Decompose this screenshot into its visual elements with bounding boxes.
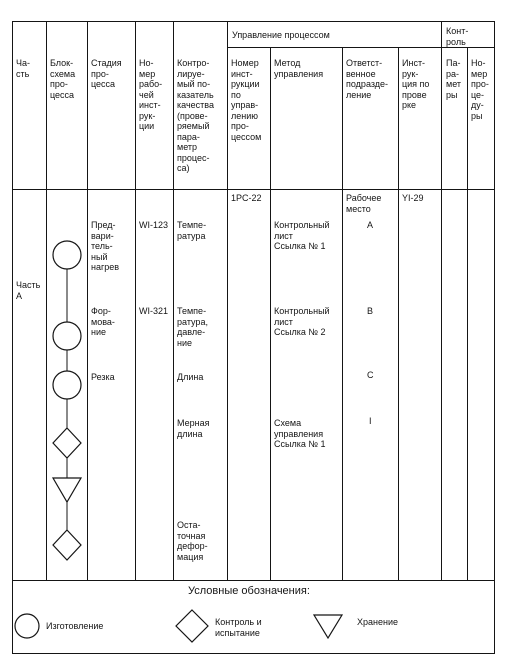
check-instruction-value: YI-29 <box>402 193 424 203</box>
legend-manufacture: Изготовление <box>46 621 104 631</box>
circle-icon <box>53 371 81 399</box>
row-2-method: Контрольный лист Ссылка № 2 <box>274 306 330 337</box>
diamond-icon <box>53 530 81 560</box>
row-3-param: Длина <box>177 372 204 382</box>
header-controlled-param: Контро- лируе- мый по- казатель качества (прове- ряемый пара- метр процес- са) <box>177 58 214 173</box>
row-3-responsible: C <box>367 370 374 380</box>
header-ctrl-proc-no: Но- мер про- це- ду- ры <box>471 58 489 121</box>
header-ctrl-params: Па- ра- мет ры <box>446 58 462 100</box>
part-label: Часть А <box>16 280 41 301</box>
header-part: Ча- сть <box>16 58 31 79</box>
row-1-responsible: A <box>367 220 374 230</box>
row-1-method: Контрольный лист Ссылка № 1 <box>274 220 330 251</box>
header-instruction-no: Но- мер рабо- чей инст- рук- ции <box>139 58 163 131</box>
header-process-control-group: Управление процессом <box>232 30 330 40</box>
legend-inspection: Контроль и испытание <box>215 617 262 638</box>
legend-circle-icon <box>15 614 39 638</box>
header-pc-check-instruction: Инст- рук- ция по прове рке <box>402 58 430 110</box>
row-4-responsible: I <box>369 416 372 426</box>
row-1-instruction: WI-123 <box>139 220 169 230</box>
legend-storage: Хранение <box>357 617 398 627</box>
row-2-instruction: WI-321 <box>139 306 169 316</box>
legend-triangle-icon <box>314 615 342 638</box>
header-control-group: Конт- роль <box>446 26 469 47</box>
row-2-stage: Фор- мова- ние <box>91 306 115 337</box>
legend-diamond-icon <box>176 610 208 642</box>
header-stage: Стадия про- цесса <box>91 58 122 89</box>
row-1-param: Темпе- ратура <box>177 220 207 241</box>
pc-instruction-value: 1PC-22 <box>231 193 262 203</box>
circle-icon <box>53 241 81 269</box>
header-pc-method: Метод управления <box>274 58 324 79</box>
row-2-param: Темпе- ратура, давле- ние <box>177 306 208 348</box>
row-4-param: Мерная длина <box>177 418 210 439</box>
header-pc-instruction-no: Номер инст- рукции по управ- лению про- цессом <box>231 58 262 142</box>
row-1-stage: Пред- вари- тель- ный нагрев <box>91 220 120 272</box>
diamond-icon <box>53 428 81 458</box>
header-pc-responsible: Ответст- венное подразде- ление <box>346 58 389 100</box>
responsible-header-value: Рабочее место <box>346 193 382 214</box>
circle-icon <box>53 322 81 350</box>
row-4-method: Схема управления Ссылка № 1 <box>274 418 326 449</box>
header-flowchart: Блок- схема про- цесса <box>50 58 76 100</box>
row-3-stage: Резка <box>91 372 115 382</box>
legend-title: Условные обозначения: <box>188 585 310 597</box>
row-2-responsible: B <box>367 306 374 316</box>
triangle-icon <box>53 478 81 502</box>
row-5-param: Оста- точная дефор- мация <box>177 520 208 562</box>
